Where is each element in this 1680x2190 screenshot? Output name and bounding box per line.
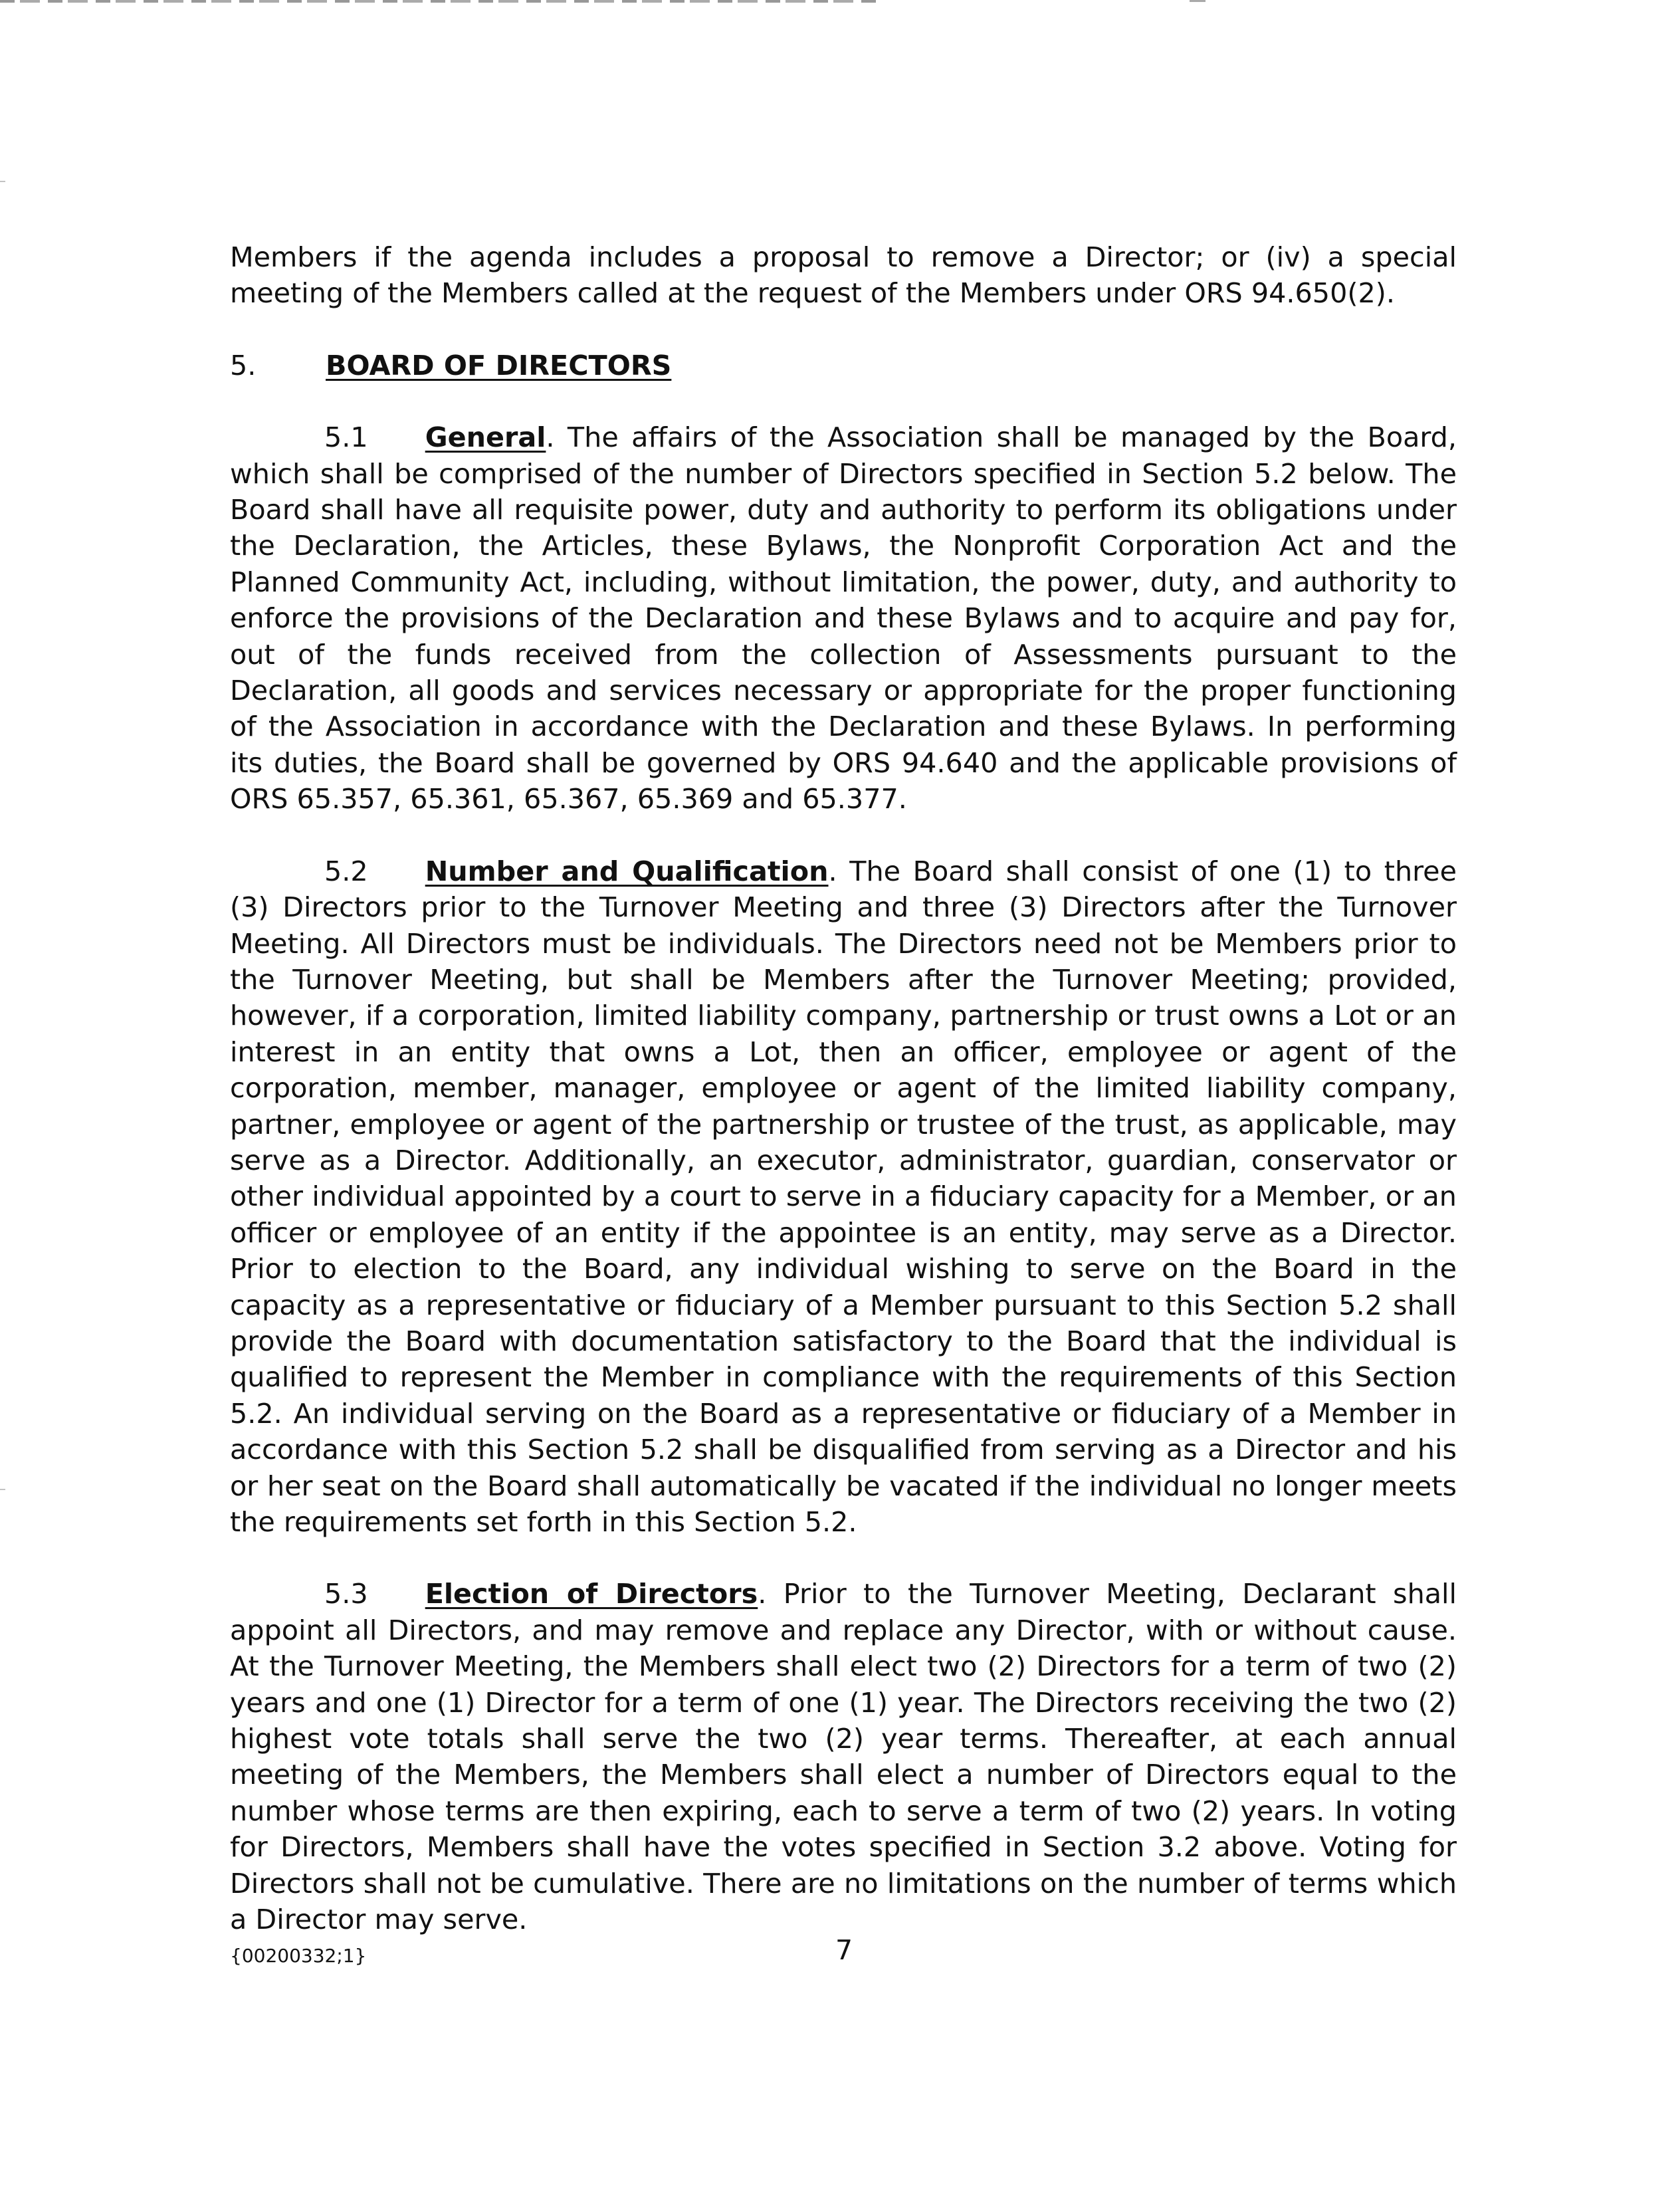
subsection-title: Election of Directors	[425, 1578, 758, 1610]
page-number: 7	[835, 1934, 853, 1966]
section-heading	[230, 348, 1457, 383]
subsection-5-1	[230, 419, 1457, 817]
subsection-text: . Prior to the Turnover Meeting, Declarant shall appoint all Directors, and may remove and replace any Director, with or without cause. At the Turnover Meeting, the Members shall elect two (2) Directors for a term of two (2) years and one (1) Director for a term of one (1) year. The Directors receiving the two (2) highest vote totals shall serve the two (2) year terms. Thereafter, at each annual meeting of the Members, the Members shall elect a number of Directors equal to the number whose terms are then expiring, each to serve a term of two (2) years. In voting for Directors, Members shall have the votes specified in Section 3.2 above. Voting for Directors shall not be cumulative. There are no limitations on the number of terms which a Director may serve.	[230, 1578, 1457, 1936]
subsection-5-3	[230, 1576, 1457, 1937]
margin-tick-mark	[0, 181, 5, 182]
scan-edge-artifact	[0, 0, 877, 3]
document-page	[230, 239, 1457, 1937]
section-title: BOARD OF DIRECTORS	[326, 349, 672, 382]
subsection-text: . The affairs of the Association shall be managed by the Board, which shall be comprised of the number of Directors specified in Section 5.2 below. The Board shall have all requisite power, duty and authority to perform its obligations under the Declaration, the Articles, these Bylaws, the Nonprofit Corporation Act and the Planned Community Act, including, without limitation, the power, duty, and authority to enforce the provisions of the Declaration and these Bylaws and to acquire and pay for, out of the funds received from the collection of Assessments pursuant to the Declaration, all goods and services necessary or appropriate for the proper functioning of the Association in accordance with the Declaration and these Bylaws. In performing its duties, the Board shall be governed by ORS 94.640 and the applicable provisions of ORS 65.357, 65.361, 65.367, 65.369 and 65.377.	[230, 421, 1457, 816]
intro-text: Members if the agenda includes a proposal to remove a Director; or (iv) a special meeting of the Members called at the request of the Members under ORS 94.650(2).	[230, 241, 1457, 310]
subsection-title: General	[425, 421, 546, 454]
document-id: {00200332;1}	[230, 1945, 367, 1967]
subsection-title: Number and Qualification	[425, 855, 829, 887]
subsection-text: . The Board shall consist of one (1) to three (3) Directors prior to the Turnover Meeting and three (3) Directors after the Turnover Meeting. All Directors must be individuals. The Directors need not be Members prior to the Turnover Meeting, but shall be Members after the Turnover Meeting; provided, however, if a corporation, limited liability company, partnership or trust owns a Lot or an interest in an entity that owns a Lot, then an officer, employee or agent of the corporation, member, manager, employee or agent of the limited liability company, partner, employee or agent of the partnership or trustee of the trust, as applicable, may serve as a Director. Additionally, an executor, administrator, guardian, conservator or other individual appointed by a court to serve in a fiduciary capacity for a Member, or an officer or employee of an entity if the appointee is an entity, may serve as a Director. Prior to election to the Board, any individual wishing to serve on the Board in the capacity as a representative or fiduciary of a Member pursuant to this Section 5.2 shall provide the Board with documentation satisfactory to the Board that the individual is qualified to represent the Member in compliance with the requirements of this Section 5.2. An individual serving on the Board as a representative or fiduciary of a Member in accordance with this Section 5.2 shall be disqualified from serving as a Director and his or her seat on the Board shall automatically be vacated if the individual no longer meets the requirements set forth in this Section 5.2.	[230, 855, 1457, 1538]
subsection-number: 5.3	[324, 1578, 368, 1610]
margin-tick-mark	[0, 1489, 5, 1490]
subsection-5-2	[230, 853, 1457, 1541]
section-number: 5.	[230, 349, 257, 382]
paragraph-gap	[230, 818, 1457, 853]
subsection-number: 5.2	[324, 855, 368, 887]
scan-edge-artifact-right	[1190, 0, 1206, 2]
subsection-number: 5.1	[324, 421, 368, 454]
paragraph-gap	[230, 383, 1457, 419]
intro-paragraph	[230, 239, 1457, 312]
paragraph-gap	[230, 1540, 1457, 1576]
page-footer	[230, 1934, 1457, 1974]
paragraph-gap	[230, 312, 1457, 348]
